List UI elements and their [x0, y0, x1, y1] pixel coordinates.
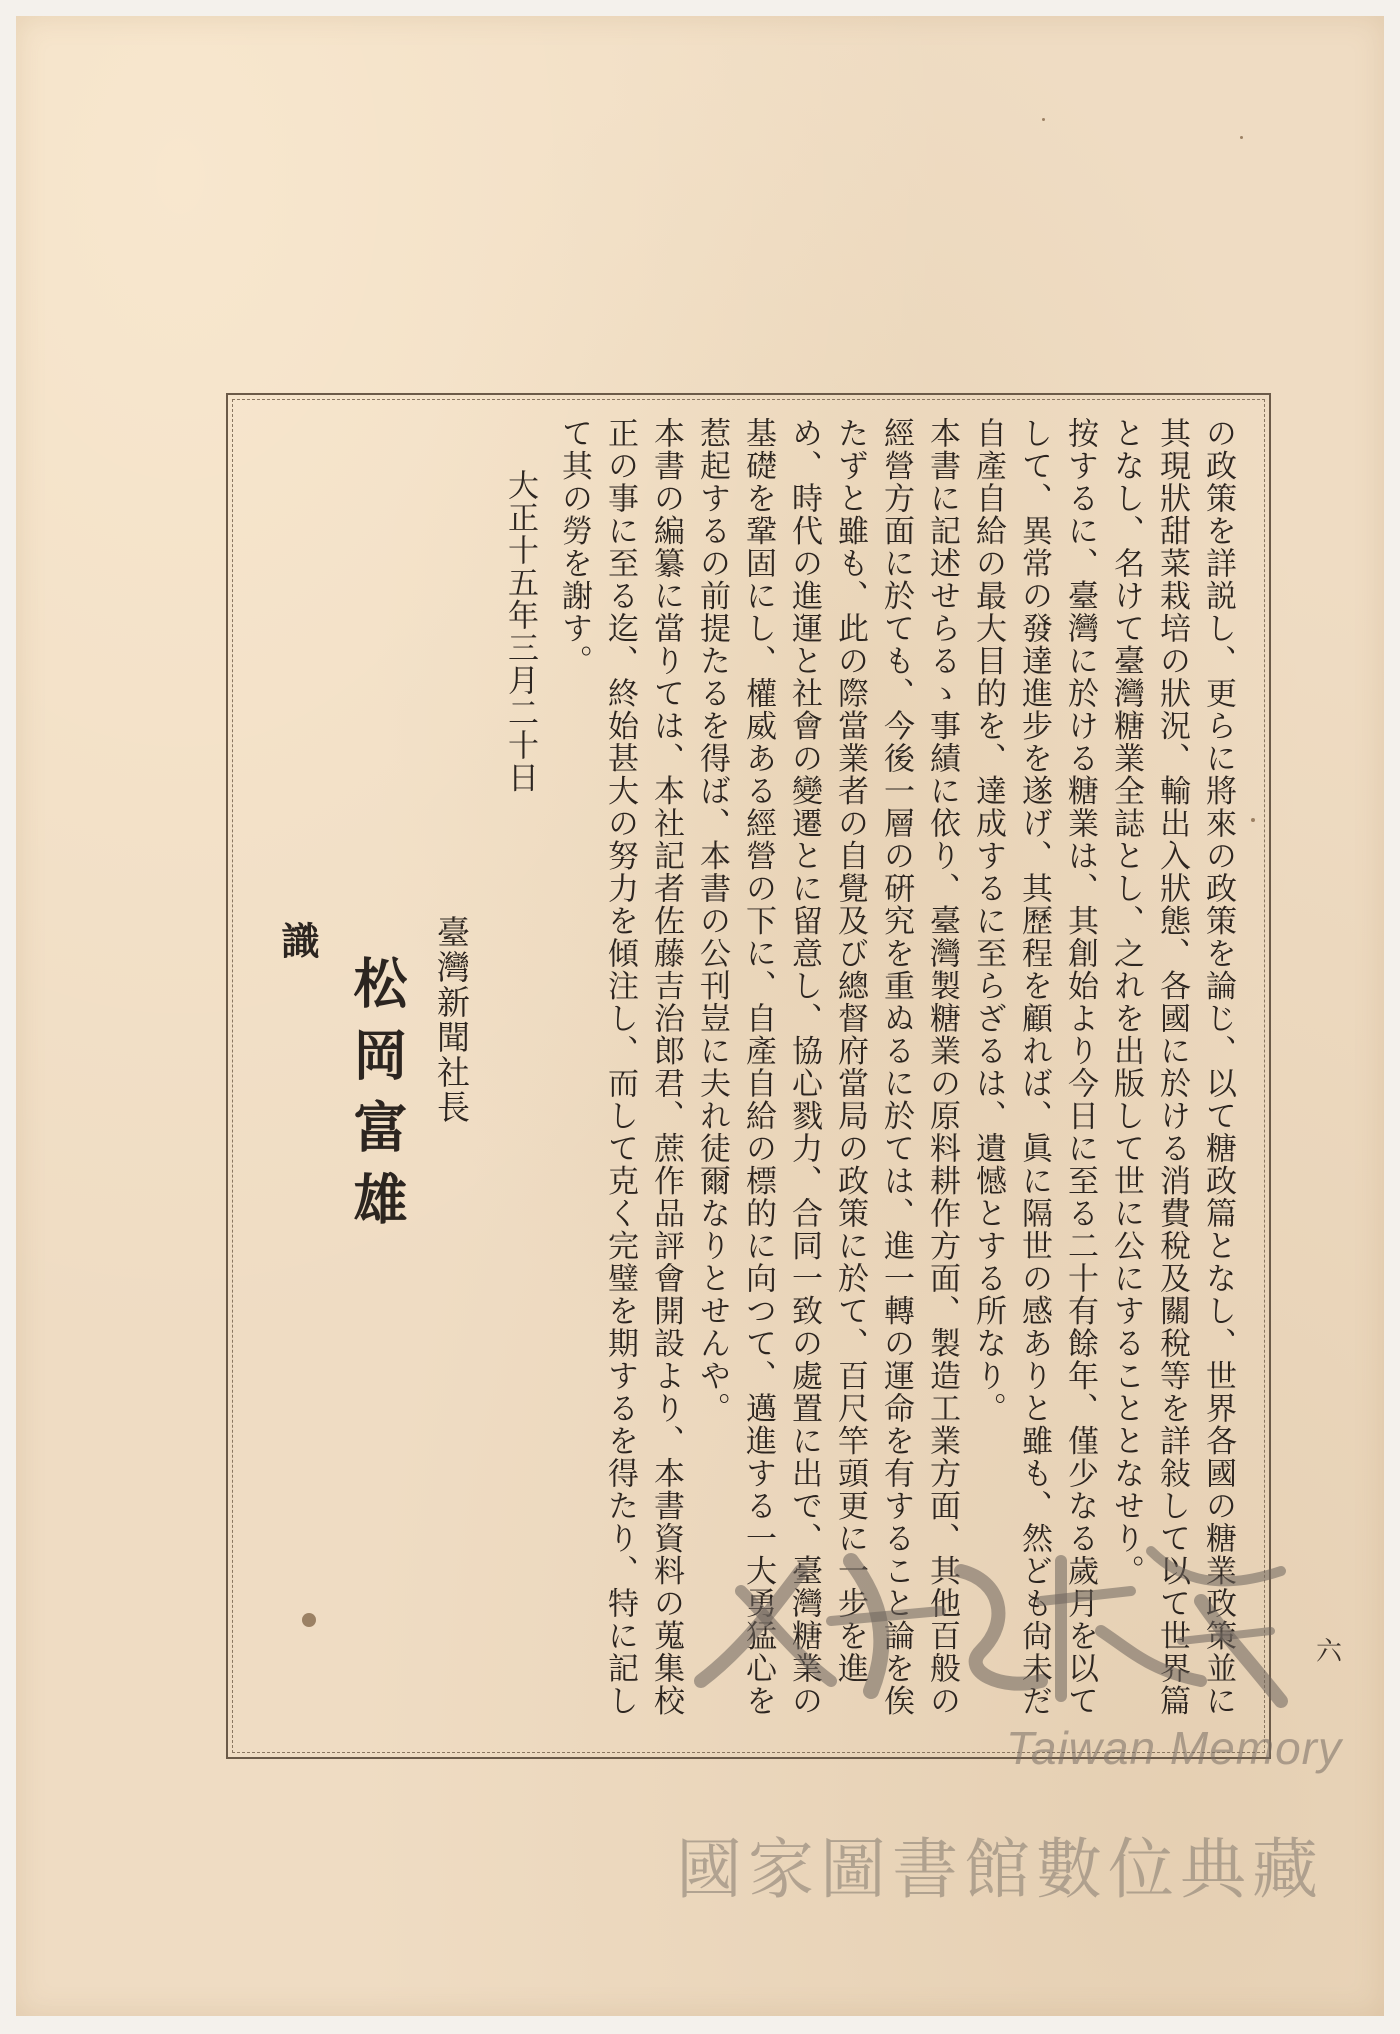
text-frame — [226, 393, 1271, 1759]
paragraph-2: 按するに、臺灣に於ける糖業は、其創始より今日に至る二十有餘年、僅少なる歲月を以てして、異常の發達進步を遂げ、其歷程を顧れば、眞に隔世の感ありと雖も、然ども尙未だ自產自給の最大目的を、達成するに至らざるは、遺憾とする所なり。 — [970, 417, 1098, 1717]
paragraph-4: 本書の編纂に當りては、本社記者佐藤吉治郎君、蔗作品評會開設より、本書資料の蒐集校正の事に至る迄、終始甚大の努力を傾注し、而して克く完璧を期するを得たり、特に記して其の勞を謝す。 — [556, 417, 684, 1717]
signature-suffix: 識 — [275, 921, 320, 959]
scanned-page — [16, 16, 1384, 2016]
signature-block — [270, 915, 475, 1243]
signature-title: 臺灣新聞社長 — [432, 915, 471, 1125]
paragraph-1: の政策を詳説し、更らに將來の政策を論じ、以て糖政篇となし、世界各國の糖業政策並に其現狀甜菜栽培の狀況、輸出入狀態、各國に於ける消費稅及關稅等を詳敍して以て世界篇となし、名けて臺灣糖業全誌とし、之れを出版して世に公にすることとなせり。 — [1108, 417, 1236, 1717]
signature-name: 松岡富雄 — [345, 955, 409, 1243]
paper-speck — [1042, 118, 1045, 121]
paper-speck — [1240, 136, 1243, 139]
watermark-chinese: 國家圖書館數位典藏 — [676, 1831, 1324, 1908]
watermark-english: Taiwan Memory — [1006, 1722, 1342, 1774]
paper-speck — [302, 1613, 316, 1627]
paragraph-3: 本書に記述せらるゝ事績に依り、臺灣製糖業の原料耕作方面、製造工業方面、其他百般の經營方面に於ても、今後一層の硏究を重ぬるに於ては、進一轉の運命を有すること論を俟たずと雖も、此の際當業者の自覺及び總督府當局の政策に於て、百尺竿頭更に一步を進め、時代の進運と社會の變遷とに留意し、協心戮力、合同一致の處置に出で、臺灣糖業の基礎を鞏固にし、權威ある經營の下に、自產自給の標的に向つて、邁進する一大勇猛心を惹起するの前提たるを得ば、本書の公刊豈に夫れ徒爾なりとせんや。 — [694, 417, 960, 1717]
body-text — [497, 417, 1241, 1737]
page-number: 六 — [1316, 1637, 1343, 1667]
paper-speck — [1251, 818, 1255, 822]
date-line: 大正十五年三月二十日 — [502, 469, 538, 794]
